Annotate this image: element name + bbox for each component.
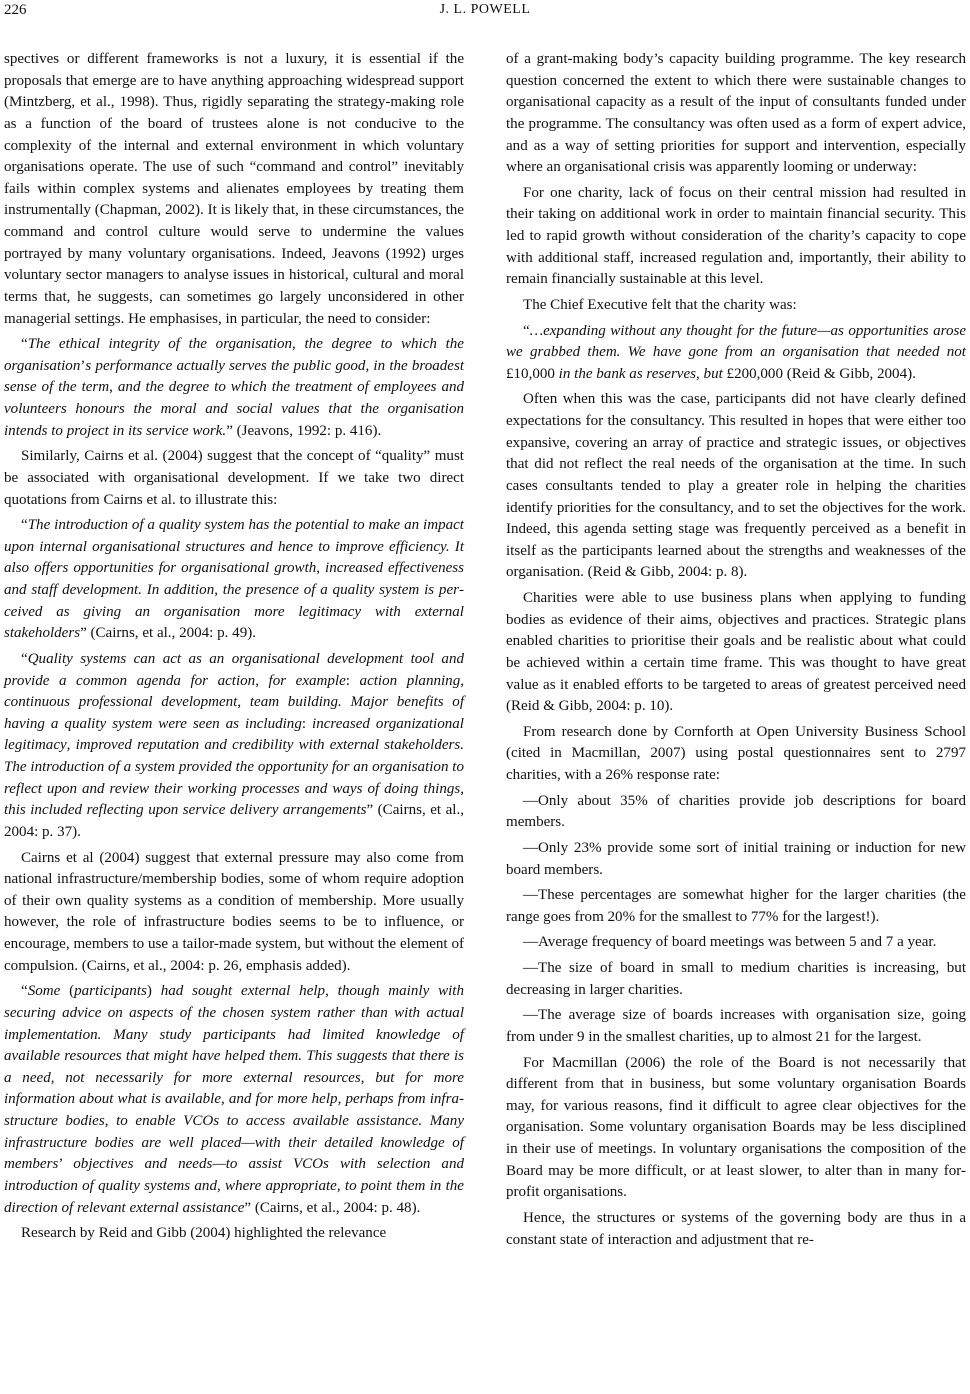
- paragraph: Often when this was the case, participants did not have clearly defined expectations for the consultancy. This resulted in hopes that were either too expansive, covering an array of practice and strategic issues, or objectives that did not reflect the real needs of the organisation at the time. In such cases consultants tended to play a greater role in helping the charities identify priorities for the consultancy, and to set the objectives for the work. Indeed, this agenda setting stage was frequently perceived as a benefit in itself as the participants learned about the strengths and weaknesses of the organisation. (Reid & Gibb, 2004: p. 8).: [506, 391, 966, 581]
- text-run: ,: [237, 694, 250, 711]
- italic-text: where appropriate: [225, 1177, 337, 1194]
- text-run: “: [21, 336, 28, 353]
- italic-text: this included reflecting upon service delivery arrangements: [4, 802, 367, 819]
- text-run: ’: [58, 1156, 74, 1173]
- italic-text: but for more information about what is available, and for more help: [4, 1069, 464, 1108]
- paragraph: For one charity, lack of focus on their central mission had resulted in their taking on additional work in order to maintain financial security. This led to rapid growth without consideration of the charity’s capacity to cope with additional staff, increased regulation and, importantly, their ability to remain financially sustainable at this level.: [506, 184, 966, 288]
- italic-text: increased organizational legitimacy: [4, 715, 464, 754]
- italic-text: but: [703, 365, 727, 382]
- text-run: “: [21, 983, 28, 1000]
- italic-text: in the bank as reserves: [558, 365, 697, 382]
- italic-text: action planning: [359, 672, 461, 689]
- text-run: ,: [316, 560, 326, 577]
- paragraph: [4, 981, 464, 1219]
- text-run: ” (Cairns, et al., 2004: p. 48).: [244, 1199, 421, 1216]
- italic-text: improved reputation and credibility with external stakeholders. The introduction of a system provided the opportunity for an organisation to reflect upon and review their working processes and ways of doing things: [4, 737, 464, 797]
- text-run: :: [345, 672, 360, 689]
- text-run: :: [301, 715, 313, 732]
- text-run: ” (Jeavons, 1992: p. 416).: [226, 422, 382, 439]
- text-run: ): [146, 983, 161, 1000]
- paragraph: —Only about 35% of charities provide job descriptions for board members.: [506, 792, 966, 831]
- text-run: ,: [696, 365, 704, 382]
- paragraph: [506, 321, 966, 386]
- italic-text: increased effectiveness and staff development. In addition: [4, 560, 465, 598]
- text-run: ,: [460, 780, 464, 797]
- text-run: ” (Cairns, et al., 2004: p. 49).: [80, 625, 256, 642]
- italic-text: objectives and needs—to assist VCOs with selection and introduction of quality systems and: [4, 1156, 464, 1194]
- paragraph: —The size of board in small to medium charities is increasing, but decreasing in larger charities.: [506, 960, 966, 998]
- right-column: [506, 49, 966, 1251]
- italic-text: participants: [74, 983, 147, 1000]
- text-run: ” (Cairns, et al., 2004: p. 37).: [4, 802, 465, 840]
- text-run: ’: [80, 357, 86, 374]
- paragraph: Research by Reid and Gibb (2004) highlighted the relevance: [21, 1225, 387, 1242]
- paragraph: [4, 649, 464, 844]
- text-run: ,: [255, 672, 269, 689]
- text-run: ,: [360, 1069, 376, 1086]
- page-number: 226: [4, 2, 27, 18]
- text-run: ,: [214, 582, 223, 598]
- text-run: ,: [216, 1177, 226, 1194]
- paragraph: [4, 334, 464, 442]
- paragraph: —Average frequency of board meetings was between 5 and 7 a year.: [523, 934, 937, 951]
- paragraph: Cairns et al (2004) suggest that external pressure may also come from national infrastructure/membership bodies, some of whom require adoption of their own quality systems as a condition of membership. More usually however, the role of infrastructure bodies seems to be to influence, or encourage, members to use a tailor-made system, but without the element of compulsion. (Cairns, et al., 2004: p. 26, emphasis added).: [4, 849, 464, 974]
- paragraph: Hence, the structures or systems of the governing body are thus in a constant state of interaction and adjustment that re-: [506, 1209, 966, 1248]
- paragraph: —The average size of boards increases with organisation size, going from under 9 in the smallest charities, up to almost 21 for the largest.: [506, 1007, 966, 1045]
- italic-text: Quality systems can act as an organisational development tool and provide a common agenda for action: [4, 650, 464, 689]
- italic-text: to point them in the direction of relevant external assistance: [4, 1177, 464, 1216]
- text-run: ,: [365, 357, 374, 374]
- text-run: “: [523, 322, 530, 339]
- italic-text: The introduction of a quality system has the potential to make an impact upon internal organisational structures and hence to improve efficiency. It also offers opportunities for organisational growth: [4, 517, 464, 577]
- paragraph: —Only 23% provide some sort of initial training or induction for new board members.: [506, 839, 966, 878]
- italic-text: s performance actually serves the public good: [85, 357, 366, 374]
- text-run: ,: [104, 1113, 117, 1129]
- italic-text: in the broadest sense of the term: [4, 357, 465, 396]
- italic-text: had sought external help, though mainly with securing advice on aspects of the chosen system rather than with actual implementation. Many study participants had limited knowledge of available resources that might have helped them. This suggests that there is a need, not necessarily for more external resources: [4, 983, 464, 1086]
- italic-text: to enable VCOs to access available assistance. Many infrastructure bodies are well placed—with their detailed knowledge of members: [4, 1113, 465, 1173]
- text-run: ,: [292, 336, 305, 353]
- paragraph: spectives or different frameworks is not a luxury, it is essential if the proposals that emerge are to have anything approaching widespread support (Mintzberg, et al., 1998). Thus, rigidly separating the strategy-making role as a function of the board of trustees alone is not conducive to the complexity of the internal and external environment in which voluntary organisations operate. The use of such “command and control” inevitably fails within complex systems and alienates employees by treating them instrumentally (Chapman, 2002). It is likely that, in these circumstances, the command and control culture would serve to undermine the values portrayed by many voluntary organisations. Indeed, Jeavons (1992) urges voluntary sector managers to analyse issues in historical, cultural and moral terms that, he suggests, can sometimes go largely unconsidered in other managerial settings. He emphasises, in particular, the need to consider:: [4, 51, 464, 327]
- paragraph: —These percentages are somewhat higher for the larger charities (the range goes from 20% for the smallest to 77% for the largest!).: [506, 887, 966, 925]
- running-head: J. L. POWELL: [439, 2, 531, 17]
- italic-text: …expanding without any thought for the future—as opportunities arose we grabbed them. We have gone from an organisation that needed not: [506, 322, 966, 361]
- text-run: ,: [336, 1177, 345, 1194]
- text-run: ,: [460, 672, 464, 689]
- paragraph: From research done by Cornforth at Open University Business School (cited in Macmillan, 2007) using postal questionnaires sent to 2797 charities, with a 26% response rate:: [506, 723, 966, 783]
- paragraph: For Macmillan (2006) the role of the Board is not necessarily that different from that in business, but some voluntary organisation Boards may, for various reasons, find it difficult to agree clear objectives for the organisation. Some voluntary organisation Boards may be less disciplined in their use of meetings. In voluntary organisations the composition of the Board may be more difficult, or at least slower, to alter than in many for-profit organisations.: [506, 1054, 966, 1201]
- italic-text: the degree to which the organisation: [4, 336, 464, 374]
- page-header: [0, 0, 970, 24]
- text-run: (: [60, 983, 75, 1000]
- paragraph: of a grant-making body’s capacity building programme. The key research question concerned the extent to which there were sustainable changes to organisational capacity as a result of the input of consultants funded under the programme. The consultancy was often used as a form of expert advice, and as a way of setting priorities for support and intervention, especially where an organisational crisis was apparently looming or underway:: [506, 51, 966, 176]
- italic-text: the presence of a quality system is perceived as giving an organisation more legitimacy with external stakeholders: [4, 582, 464, 642]
- text-run: £200,000 (Reid & Gibb, 2004).: [726, 365, 916, 382]
- italic-text: Some: [27, 983, 61, 1000]
- italic-text: and the degree to which the treatment of employees and volunteers honours the moral and social values that the organisation intends to project in its service work.: [4, 379, 465, 439]
- text-run: “: [21, 517, 28, 534]
- italic-text: for example: [268, 672, 346, 689]
- text-run: “: [21, 650, 28, 667]
- paragraph: Charities were able to use business plans when applying to funding bodies as evidence of their aims, objectives and practices. Strategic plans enabled charities to prioritise their goals and be realistic about what could be achieved within a certain time frame. This was thought to have great value as it enabled efforts to be targeted to areas of greatest perceived need (Reid & Gibb, 2004: p. 10).: [506, 590, 966, 715]
- italic-text: continuous professional development: [4, 694, 238, 711]
- italic-text: team building. Major benefits of having a quality system were seen as including: [4, 694, 464, 732]
- left-column: [4, 49, 464, 1245]
- paragraph: The Chief Executive felt that the charity was:: [523, 296, 797, 313]
- text-run: ,: [66, 737, 76, 754]
- paragraph: Similarly, Cairns et al. (2004) suggest that the concept of “quality” must be associated with organisational development. If we take two direct quotations from Cairns et al. to illustrate this:: [4, 448, 464, 508]
- italic-text: perhaps from infrastructure bodies: [4, 1091, 464, 1129]
- paragraph: [4, 515, 464, 645]
- text-run: ,: [109, 379, 118, 396]
- italic-text: The ethical integrity of the organisation: [27, 336, 293, 353]
- text-run: £10,000: [506, 365, 559, 382]
- text-run: ,: [337, 1091, 346, 1108]
